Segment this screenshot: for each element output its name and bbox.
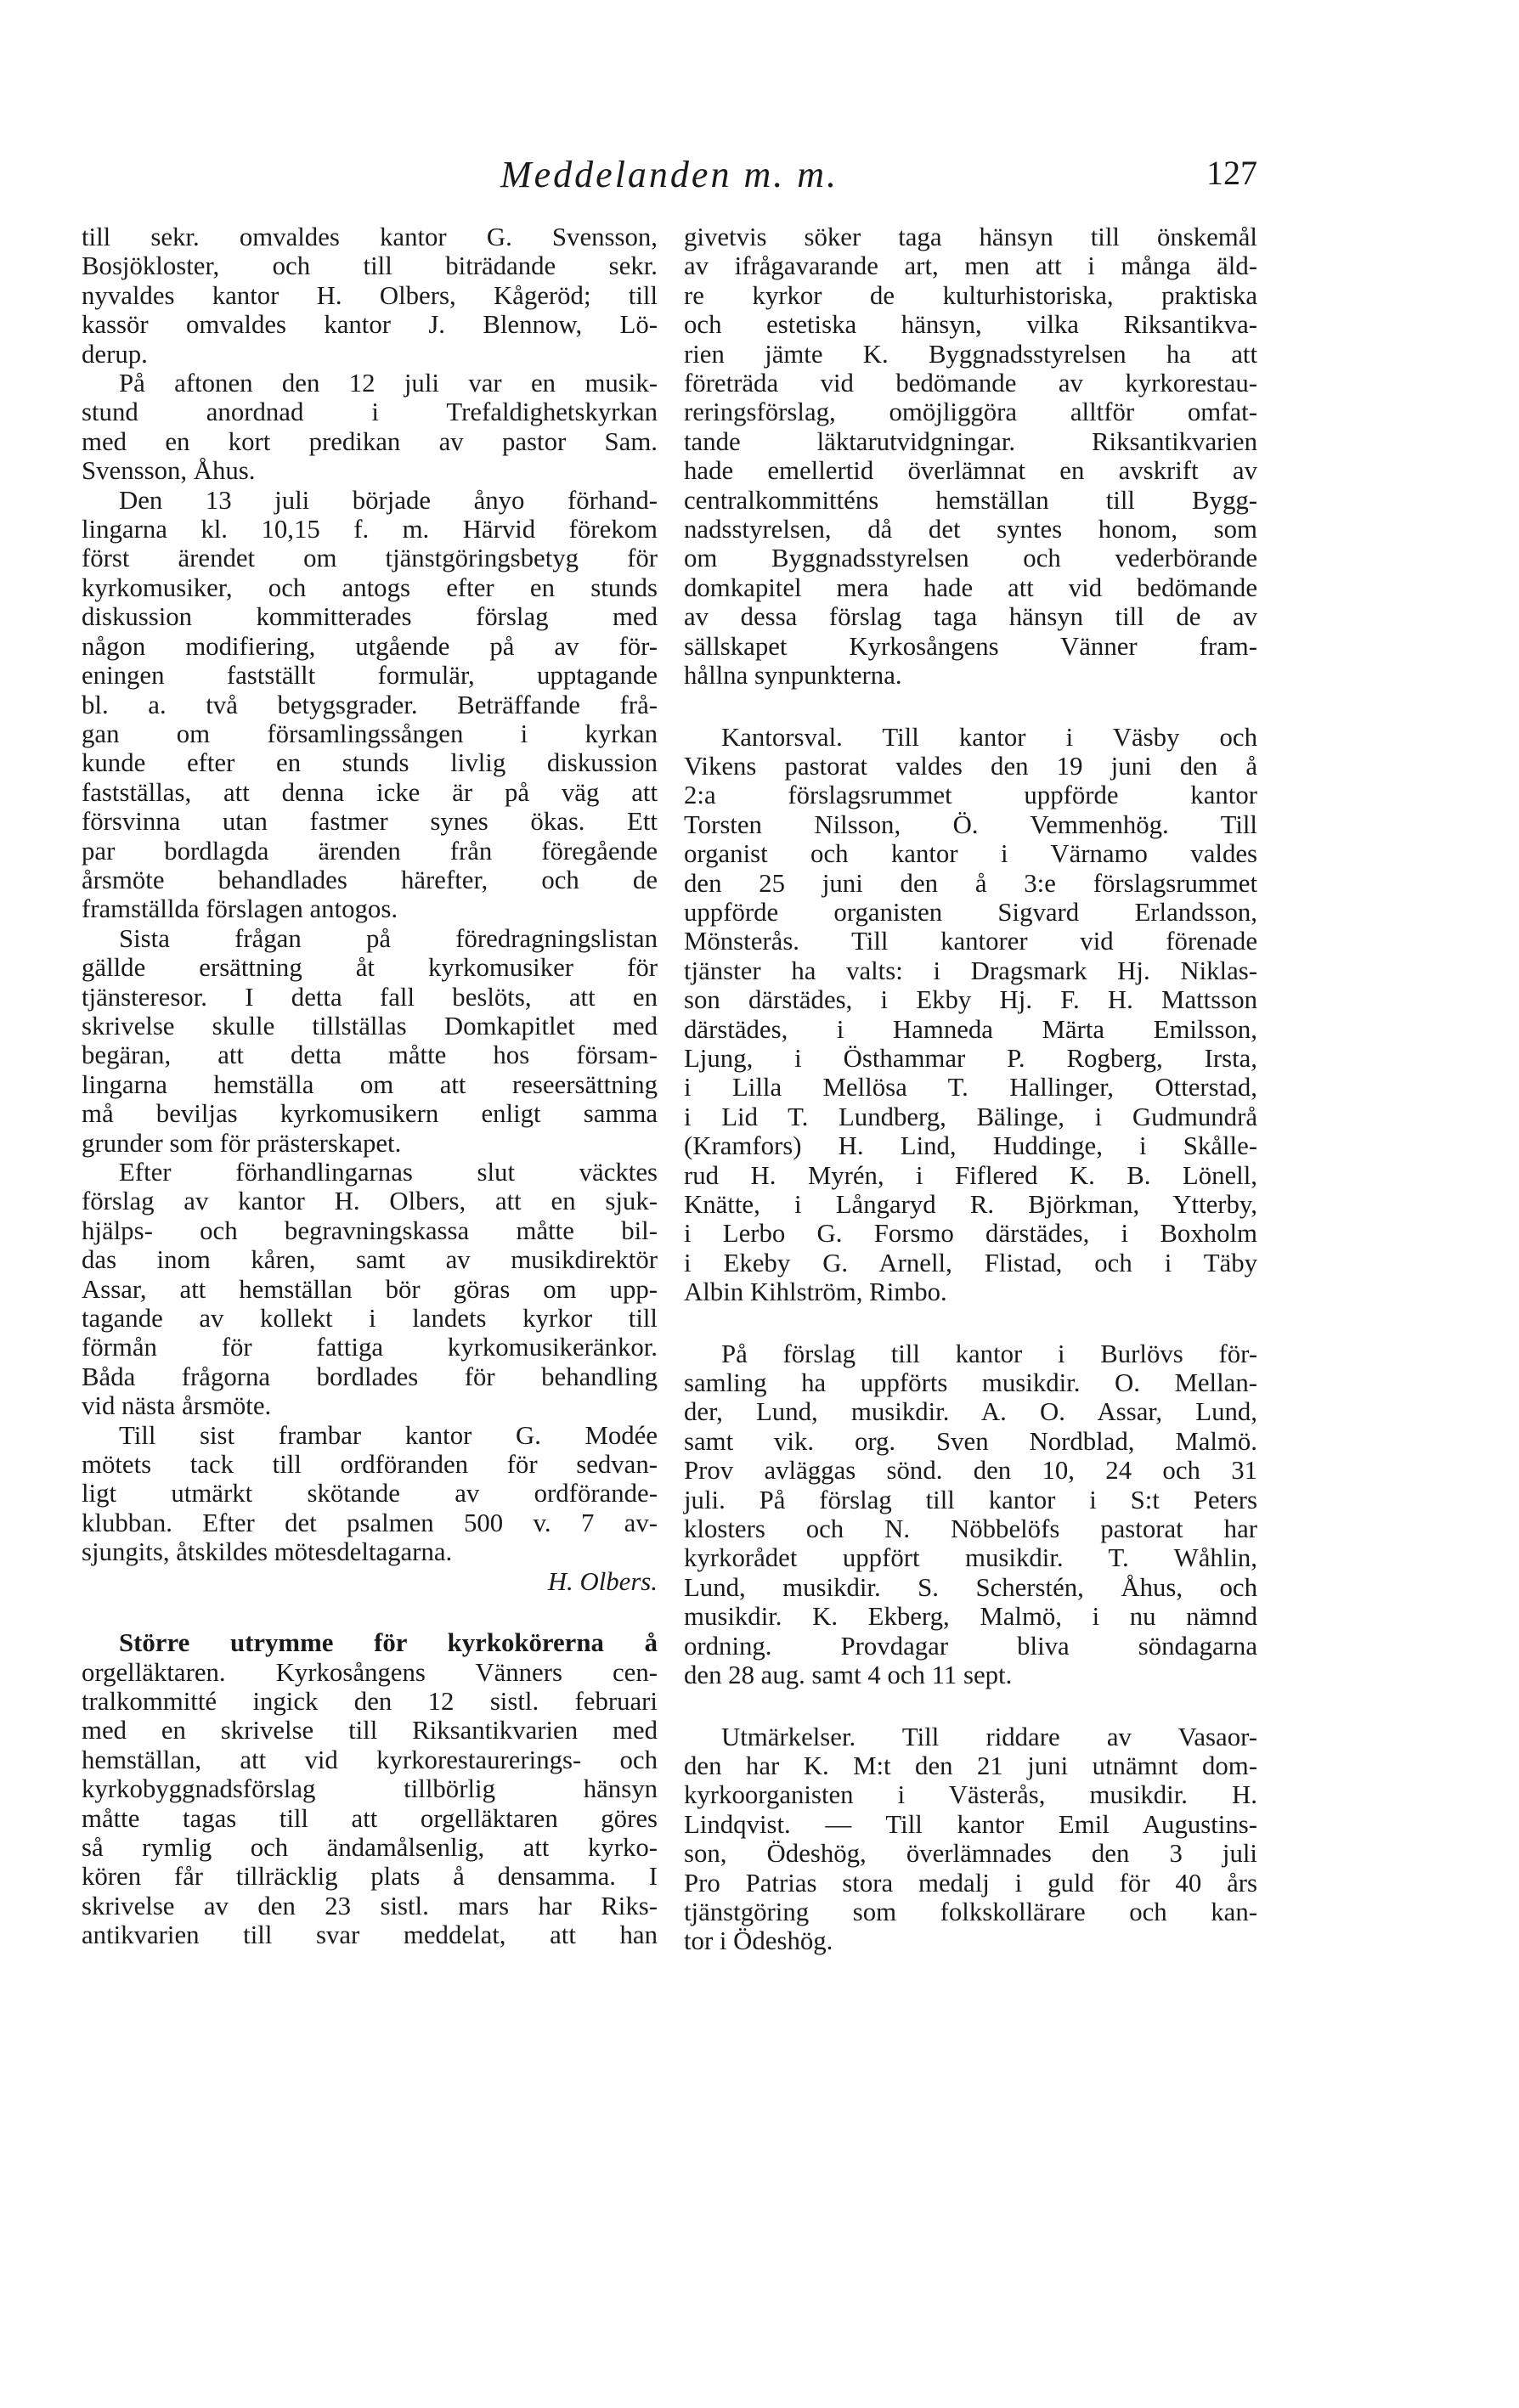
text-line: skrivelse skulle tillställas Domkapitlet med bbox=[82, 1011, 658, 1040]
left-column bbox=[82, 223, 658, 1950]
text-line: son därstädes, i Ekby Hj. F. H. Mattsson bbox=[684, 985, 1257, 1015]
text-line: Lund, musikdir. S. Scherstén, Åhus, och bbox=[684, 1572, 1257, 1602]
text-line: klubban. Efter det psalmen 500 v. 7 av- bbox=[82, 1508, 658, 1537]
text-line: kyrkoorganisten i Västerås, musikdir. H. bbox=[684, 1780, 1257, 1810]
running-title: Meddelanden m. m. bbox=[500, 154, 839, 195]
text-line: eningen fastställt formulär, upptagande bbox=[82, 661, 658, 691]
text-line: kyrkomusiker, och antogs efter en stunds bbox=[82, 572, 658, 602]
text-line: den har K. M:t den 21 juni utnämnt dom- bbox=[684, 1751, 1257, 1780]
text-line: Sista frågan på föredragningslistan bbox=[119, 923, 658, 953]
text-line: (Kramfors) H. Lind, Huddinge, i Skålle- bbox=[684, 1131, 1257, 1161]
text-line: begäran, att detta måtte hos försam- bbox=[82, 1040, 658, 1070]
text-line: kyrkobyggnadsförslag tillbörlig hänsyn bbox=[82, 1774, 658, 1804]
text-line: med en kort predikan av pastor Sam. bbox=[82, 426, 658, 456]
text-line: Bosjökloster, och till biträdande sekr. bbox=[82, 251, 658, 281]
text-line: hjälps- och begravningskassa måtte bil- bbox=[82, 1215, 658, 1245]
text-line: Mönsterås. Till kantorer vid förenade bbox=[684, 927, 1257, 956]
text-line: ordning. Provdagar bliva söndagarna bbox=[684, 1631, 1257, 1661]
text-line: om Byggnadsstyrelsen och vederbörande bbox=[684, 544, 1257, 573]
text-line: gällde ersättning åt kyrkomusiker för bbox=[82, 953, 658, 983]
text-line: bl. a. två betygsgrader. Beträffande frå- bbox=[82, 690, 658, 719]
text-line: samt vik. org. Sven Nordblad, Malmö. bbox=[684, 1426, 1257, 1456]
text-line: derup. bbox=[82, 339, 148, 369]
text-line: skrivelse av den 23 sistl. mars har Riks- bbox=[82, 1891, 658, 1920]
text-line: På aftonen den 12 juli var en musik- bbox=[119, 369, 658, 398]
text-line: först ärendet om tjänstgöringsbetyg för bbox=[82, 544, 658, 573]
text-line: sällskapet Kyrkosångens Vänner fram- bbox=[684, 631, 1257, 661]
text-line: Kantorsval. Till kantor i Väsby och bbox=[721, 722, 1257, 752]
text-line: lingarna hemställa om att reseersättning bbox=[82, 1069, 658, 1099]
text-line: gan om församlingssången i kyrkan bbox=[82, 719, 658, 748]
text-line: centralkommitténs hemställan till Bygg- bbox=[684, 485, 1257, 515]
paragraph-gap bbox=[684, 1690, 1257, 1723]
text-line: i Lilla Mellösa T. Hallinger, Otterstad, bbox=[684, 1073, 1257, 1102]
text-line: i Ekeby G. Arnell, Flistad, och i Täby bbox=[684, 1248, 1257, 1277]
text-line: Efter förhandlingarnas slut väcktes bbox=[119, 1158, 658, 1187]
text-line: domkapitel mera hade att vid bedömande bbox=[684, 572, 1257, 602]
page-number: 127 bbox=[1206, 154, 1257, 192]
text-line: kyrkorådet uppfört musikdir. T. Wåhlin, bbox=[684, 1543, 1257, 1573]
text-line: tjänstgöring som folkskollärare och kan- bbox=[684, 1897, 1257, 1926]
text-line: så rymlig och ändamålsenlig, att kyrko- bbox=[82, 1832, 658, 1862]
text-line: son, Ödeshög, överlämnades den 3 juli bbox=[684, 1839, 1257, 1869]
text-line: 2:a förslagsrummet uppförde kantor bbox=[684, 781, 1257, 810]
text-line: tjänster ha valts: i Dragsmark Hj. Niklas- bbox=[684, 956, 1257, 985]
text-line: och estetiska hänsyn, vilka Riksantikva- bbox=[684, 310, 1257, 340]
text-line: hemställan, att vid kyrkorestaurerings- och bbox=[82, 1745, 658, 1774]
text-line: med en skrivelse till Riksantikvarien med bbox=[82, 1716, 658, 1745]
text-line: grunder som för prästerskapet. bbox=[82, 1128, 402, 1158]
text-line: till sekr. omvaldes kantor G. Svensson, bbox=[82, 223, 658, 251]
text-line: lingarna kl. 10,15 f. m. Härvid förekom bbox=[82, 515, 658, 544]
signature-line: H. Olbers. bbox=[547, 1566, 658, 1596]
text-line: reringsförslag, omöjliggöra alltför omfat- bbox=[684, 398, 1257, 427]
text-line: klosters och N. Nöbbelöfs pastorat har bbox=[684, 1514, 1257, 1544]
text-line: givetvis söker taga hänsyn till önskemål bbox=[684, 223, 1257, 251]
text-line: der, Lund, musikdir. A. O. Assar, Lund, bbox=[684, 1397, 1257, 1427]
text-line: uppförde organisten Sigvard Erlandsson, bbox=[684, 897, 1257, 927]
paragraph-gap bbox=[684, 1307, 1257, 1339]
paragraph-gap bbox=[82, 1596, 658, 1628]
text-line: Prov avläggas sönd. den 10, 24 och 31 bbox=[684, 1456, 1257, 1486]
text-line: Vikens pastorat valdes den 19 juni den å bbox=[684, 751, 1257, 781]
text-line: av ifrågavarande art, men att i många äld- bbox=[684, 251, 1257, 281]
text-line: måtte tagas till att orgelläktaren göres bbox=[82, 1803, 658, 1833]
text-line: diskussion kommitterades förslag med bbox=[82, 602, 658, 632]
text-line: tjänsteresor. I detta fall beslöts, att en bbox=[82, 982, 658, 1012]
right-column bbox=[684, 223, 1257, 1956]
text-line: Utmärkelser. Till riddare av Vasaor- bbox=[721, 1722, 1257, 1751]
text-line: i Lid T. Lundberg, Bälinge, i Gudmundrå bbox=[684, 1102, 1257, 1131]
text-line: orgelläktaren. Kyrkosångens Vänners cen- bbox=[82, 1657, 658, 1687]
text-line: vid nästa årsmöte. bbox=[82, 1391, 272, 1421]
text-line: någon modifiering, utgående på av för- bbox=[82, 631, 658, 661]
text-line: Ljung, i Östhammar P. Rogberg, Irsta, bbox=[684, 1043, 1257, 1073]
text-line: På förslag till kantor i Burlövs för- bbox=[721, 1339, 1257, 1368]
text-line: Knätte, i Långaryd R. Björkman, Ytterby, bbox=[684, 1190, 1257, 1219]
text-line: förslag av kantor H. Olbers, att en sjuk- bbox=[82, 1187, 658, 1216]
text-line: nyvaldes kantor H. Olbers, Kågeröd; till bbox=[82, 280, 658, 310]
text-line: re kyrkor de kulturhistoriska, praktiska bbox=[684, 280, 1257, 310]
text-line: rien jämte K. Byggnadsstyrelsen ha att bbox=[684, 339, 1257, 369]
text-line: Till sist frambar kantor G. Modée bbox=[119, 1420, 658, 1450]
running-head bbox=[82, 153, 1257, 204]
text-line: das inom kåren, samt av musikdirektör bbox=[82, 1245, 658, 1275]
text-line: antikvarien till svar meddelat, att han bbox=[82, 1920, 658, 1950]
text-line: nadsstyrelsen, då det syntes honom, som bbox=[684, 515, 1257, 544]
text-line: Större utrymme för kyrkokörerna å bbox=[119, 1628, 658, 1658]
text-line: Svensson, Åhus. bbox=[82, 456, 256, 486]
text-line: Den 13 juli började ånyo förhand- bbox=[119, 485, 658, 515]
text-line: av dessa förslag taga hänsyn till de av bbox=[684, 602, 1257, 632]
text-line: ligt utmärkt skötande av ordförande- bbox=[82, 1479, 658, 1509]
text-line: tor i Ödeshög. bbox=[684, 1926, 833, 1956]
text-line: årsmöte behandlades härefter, och de bbox=[82, 865, 658, 894]
text-line: organist och kantor i Värnamo valdes bbox=[684, 839, 1257, 869]
text-line: den 28 aug. samt 4 och 11 sept. bbox=[684, 1661, 1013, 1690]
text-line: mötets tack till ordföranden för sedvan- bbox=[82, 1450, 658, 1480]
text-line: Torsten Nilsson, Ö. Vemmenhög. Till bbox=[684, 809, 1257, 839]
text-line: Båda frågorna bordlades för behandling bbox=[82, 1362, 658, 1391]
text-line: sjungits, åtskildes mötesdeltagarna. bbox=[82, 1537, 453, 1567]
text-line: tagande av kollekt i landets kyrkor till bbox=[82, 1304, 658, 1334]
text-line: kören får tillräcklig plats å densamma. I bbox=[82, 1862, 658, 1892]
text-line: företräda vid bedömande av kyrkorestau- bbox=[684, 369, 1257, 398]
text-line: Lindqvist. — Till kantor Emil Augustins- bbox=[684, 1809, 1257, 1839]
text-line: tralkommitté ingick den 12 sistl. februari bbox=[82, 1686, 658, 1716]
text-line: Pro Patrias stora medalj i guld för 40 års bbox=[684, 1868, 1257, 1898]
text-line: hållna synpunkterna. bbox=[684, 661, 902, 691]
text-line: förmån för fattiga kyrkomusikeränkor. bbox=[82, 1333, 658, 1362]
text-line: stund anordnad i Trefaldighetskyrkan bbox=[82, 398, 658, 427]
text-line: fastställas, att denna icke är på väg att bbox=[82, 777, 658, 807]
text-line: kassör omvaldes kantor J. Blennow, Lö- bbox=[82, 310, 658, 340]
text-line: därstädes, i Hamneda Märta Emilsson, bbox=[684, 1014, 1257, 1044]
text-line: rud H. Myrén, i Fiflered K. B. Lönell, bbox=[684, 1160, 1257, 1190]
text-line: musikdir. K. Ekberg, Malmö, i nu nämnd bbox=[684, 1602, 1257, 1632]
text-line: hade emellertid överlämnat en avskrift av bbox=[684, 456, 1257, 486]
text-line: i Lerbo G. Forsmo därstädes, i Boxholm bbox=[684, 1219, 1257, 1249]
text-line: må beviljas kyrkomusikern enligt samma bbox=[82, 1099, 658, 1129]
text-line: Assar, att hemställan bör göras om upp- bbox=[82, 1274, 658, 1304]
text-line: den 25 juni den å 3:e förslagsrummet bbox=[684, 868, 1257, 898]
text-line: tande läktarutvidgningar. Riksantikvarien bbox=[684, 426, 1257, 456]
text-line: samling ha uppförts musikdir. O. Mellan- bbox=[684, 1368, 1257, 1398]
text-line: framställda förslagen antogos. bbox=[82, 894, 398, 924]
text-line: juli. På förslag till kantor i S:t Peters bbox=[684, 1485, 1257, 1514]
text-line: kunde efter en stunds livlig diskussion bbox=[82, 748, 658, 778]
text-line: Albin Kihlström, Rimbo. bbox=[684, 1277, 947, 1307]
text-line: par bordlagda ärenden från föregående bbox=[82, 836, 658, 866]
paragraph-gap bbox=[684, 691, 1257, 723]
text-line: försvinna utan fastmer synes ökas. Ett bbox=[82, 807, 658, 837]
